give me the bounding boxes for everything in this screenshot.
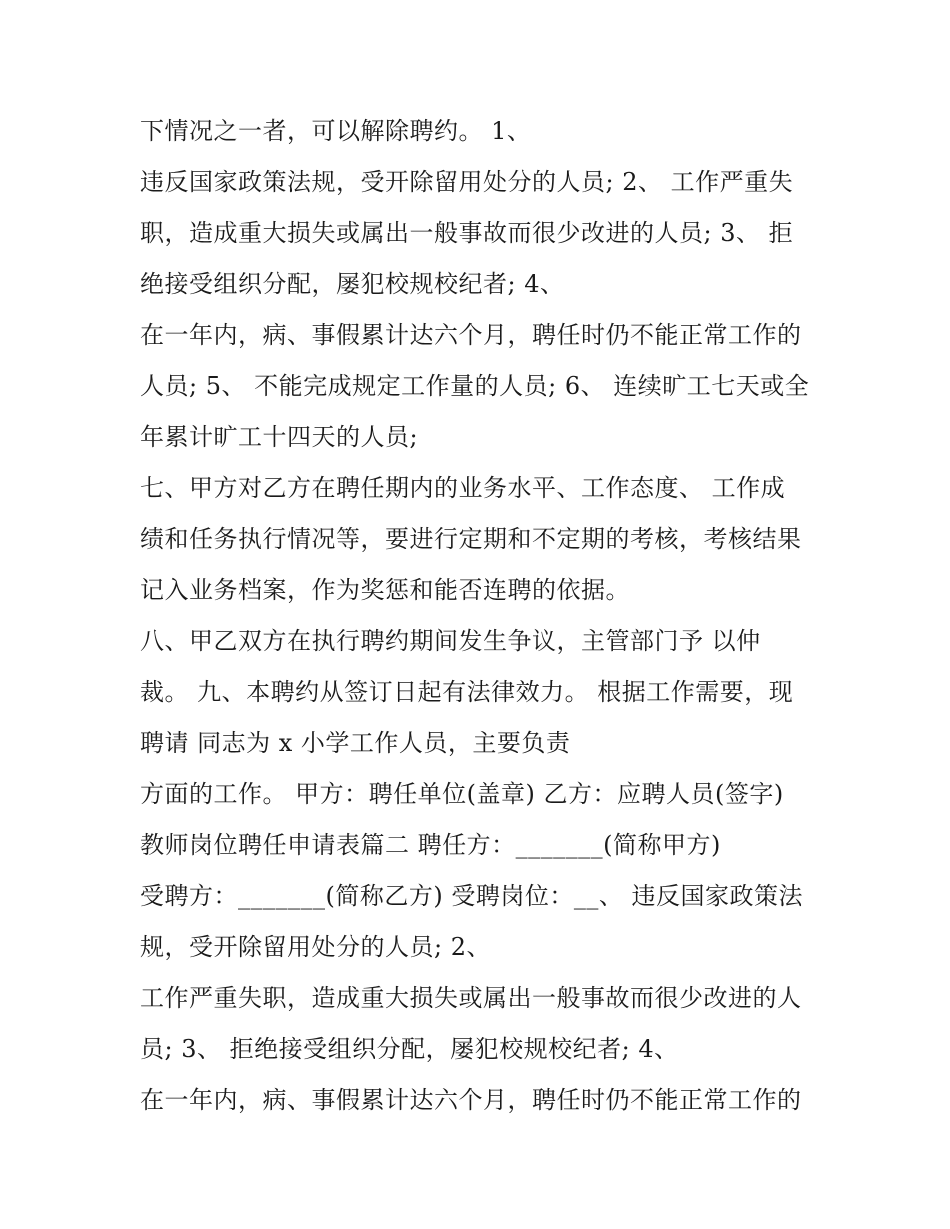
text-line: 规，受开除留用处分的人员; 2、 — [140, 933, 491, 961]
text-line: 人员; 5、 不能完成规定工作量的人员; 6、 连续旷工七天或全 — [140, 372, 810, 400]
text-line: 绝接受组织分配，屡犯校规校纪者; 4、 — [140, 270, 565, 298]
text-line: 裁。 九、本聘约从签订日起有法律效力。 根据工作需要，现 — [140, 678, 794, 706]
text-line: 聘请 同志为 x 小学工作人员，主要负责 — [140, 729, 571, 757]
text-line: 绩和任务执行情况等，要进行定期和不定期的考核，考核结果 — [140, 525, 802, 553]
text-line: 职，造成重大损失或属出一般事故而很少改进的人员; 3、 拒 — [140, 219, 794, 247]
text-line: 违反国家政策法规，受开除留用处分的人员; 2、 工作严重失 — [140, 168, 794, 196]
text-line: 八、甲乙双方在执行聘约期间发生争议，主管部门予 以仲 — [140, 627, 761, 655]
text-line: 年累计旷工十四天的人员; — [140, 423, 419, 451]
text-line: 记入业务档案，作为奖惩和能否连聘的依据。 — [140, 576, 630, 604]
document-body — [140, 106, 820, 1126]
text-line: 工作严重失职，造成重大损失或属出一般事故而很少改进的人 — [140, 984, 802, 1012]
text-line: 受聘方：_______(简称乙方) 受聘岗位：__、 违反国家政策法 — [140, 882, 803, 910]
text-line: 下情况之一者，可以解除聘约。 1、 — [140, 117, 532, 145]
text-line: 员; 3、 拒绝接受组织分配，屡犯校规校纪者; 4、 — [140, 1035, 679, 1063]
text-line: 七、甲方对乙方在聘任期内的业务水平、工作态度、 工作成 — [140, 474, 786, 502]
text-line: 方面的工作。 甲方：聘任单位(盖章) 乙方：应聘人员(签字) — [140, 780, 784, 808]
text-line: 教师岗位聘任申请表篇二 聘任方：_______(简称甲方) — [140, 831, 721, 859]
text-line: 在一年内，病、事假累计达六个月，聘任时仍不能正常工作的 — [140, 321, 802, 349]
text-line: 在一年内，病、事假累计达六个月，聘任时仍不能正常工作的 — [140, 1086, 802, 1114]
